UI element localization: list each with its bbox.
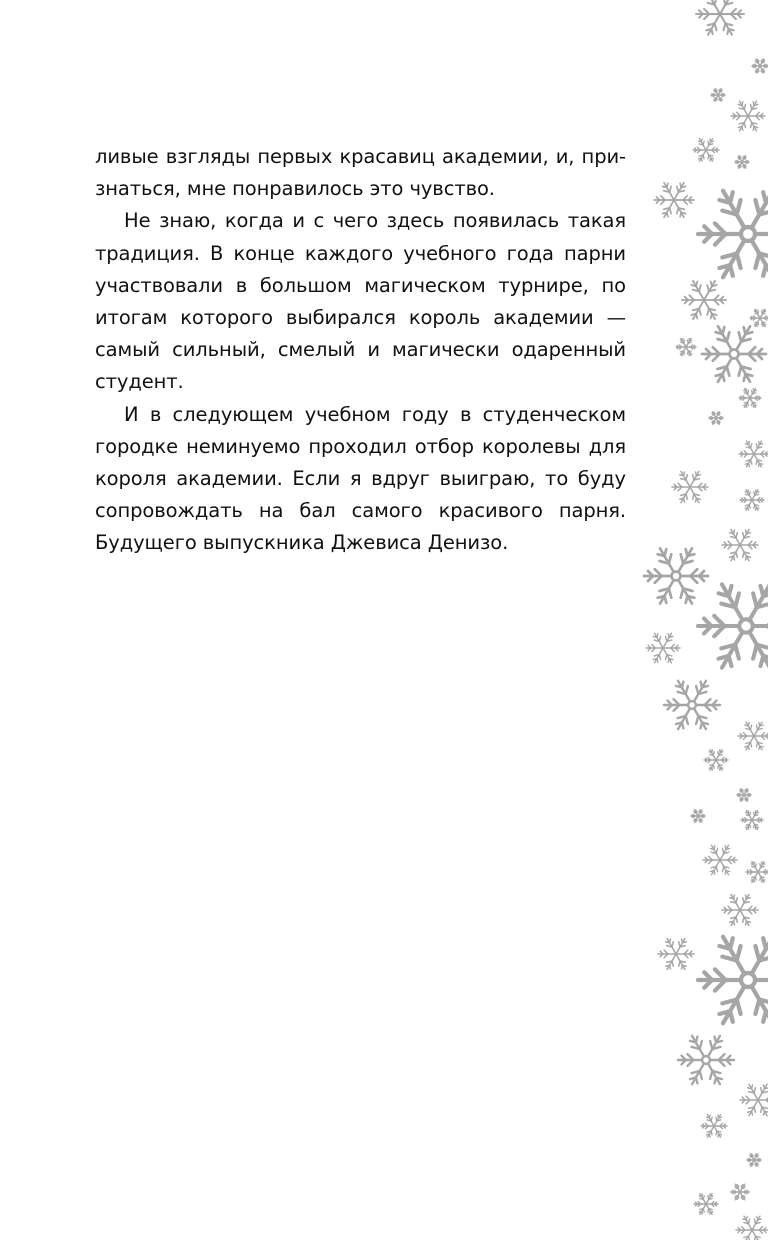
snowflake-icon xyxy=(658,938,694,969)
snowflake-icon xyxy=(678,1036,734,1084)
snowflake-icon xyxy=(746,862,768,883)
snowflake-icon xyxy=(694,1194,718,1215)
snowflake-icon xyxy=(739,441,768,467)
snowflake-icon xyxy=(731,101,765,130)
snowflake-icon xyxy=(698,584,768,667)
snowflake-icon xyxy=(747,1154,761,1166)
paragraph-1: ливые взгляды первых красавиц академии, и, при-знаться, мне понравилось это чувство. xyxy=(95,145,626,201)
snowflake-icon xyxy=(739,389,761,408)
snowflake-icon xyxy=(691,810,705,822)
paragraph-3: И в следующем учебном году в студенческом городке неминуемо проходил отбор королевы для короля академии. Если я вдруг выиграю, то буду сопровождать на бал самого красивого парня. Будущего выпускника Джевиса Денизо. xyxy=(95,402,626,555)
snowflake-icon xyxy=(704,750,728,771)
snowflake-icon xyxy=(738,722,768,750)
snowflake-icon xyxy=(740,490,764,511)
snowflake-icon xyxy=(752,59,768,73)
snowflake-icon xyxy=(737,789,751,801)
snowflake-icon xyxy=(693,139,719,162)
snowflake-icon xyxy=(741,811,763,830)
snowflake-icon xyxy=(664,681,720,729)
snowflake-icon xyxy=(672,471,708,502)
snowflake-icon xyxy=(709,412,723,424)
snowflake-icon xyxy=(698,191,768,278)
snowflake-icon xyxy=(696,0,744,35)
snowflake-icon xyxy=(711,89,725,101)
snowflake-icon xyxy=(698,937,768,1024)
snowflake-icon xyxy=(682,281,726,319)
snowflake-border xyxy=(636,0,768,1240)
snowflake-icon xyxy=(644,548,708,603)
snowflake-icon xyxy=(703,845,737,874)
snowflake-icon xyxy=(740,1084,768,1115)
page-body xyxy=(95,141,626,560)
snowflake-icon xyxy=(735,156,749,168)
snowflake-icon xyxy=(676,338,696,355)
snowflake-icon xyxy=(702,326,766,381)
snowflake-icon xyxy=(722,894,758,925)
snowflake-icon xyxy=(654,183,694,218)
snowflake-icon xyxy=(750,309,768,326)
snowflake-icon xyxy=(722,529,758,560)
snowflake-icon xyxy=(701,1115,727,1138)
snowflake-icon xyxy=(646,633,680,662)
paragraph-2: Не знаю, когда и с чего здесь появилась такая традиция. В конце каждого учебного года парни участвовали в большом магическом турнире, по итогам которого выбирался король академии — самый сильный, смелый и магически одаренный студент. xyxy=(95,209,626,394)
snowflake-icon xyxy=(731,1184,749,1200)
snowflake-icon xyxy=(736,1216,768,1240)
